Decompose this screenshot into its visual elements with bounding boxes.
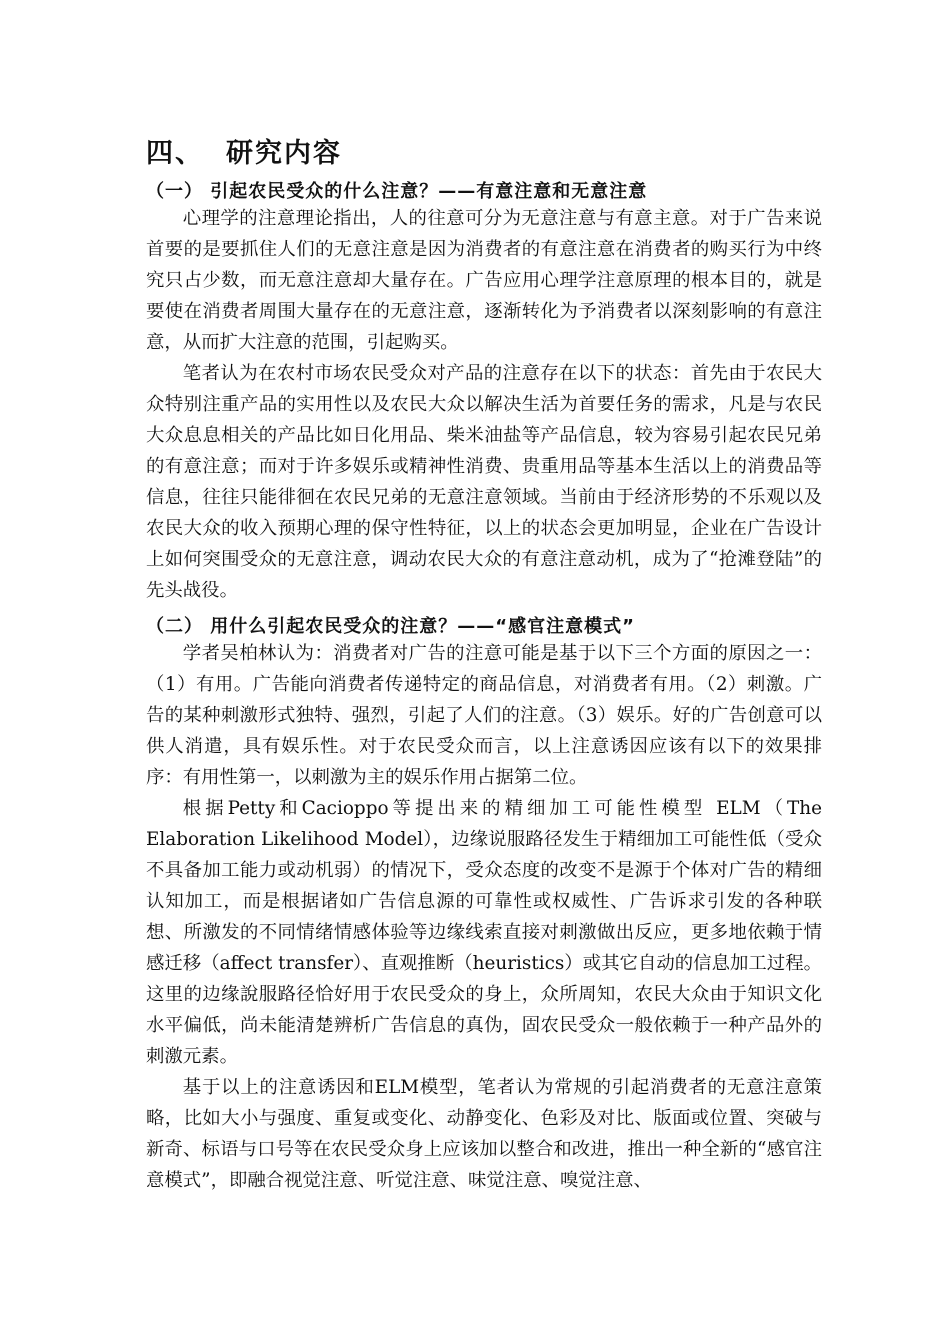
subsection-1-heading: （一） 引起农民受众的什么注意？——有意注意和无意注意 xyxy=(146,181,648,202)
paragraph: 基于以上的注意诱因和ELM模型，笔者认为常规的引起消费者的无意注意策略，比如大小与强度、重复或变化、动静变化、色彩及对比、版面或位置、突破与新奇、标语与口号等在农民受众身上应该加以整合和改进，推出一种全新的“感官注意模式”，即融合视觉注意、听觉注意、味觉注意、嗅觉注意、 xyxy=(146,1077,822,1191)
section-title: 研究内容 xyxy=(226,138,342,169)
subsection-2-heading: （二） 用什么引起农民受众的注意？——“感官注意模式” xyxy=(146,616,635,637)
subsection-2-body xyxy=(146,638,822,1196)
paragraph: 笔者认为在农村市场农民受众对产品的注意存在以下的状态：首先由于农民大众特别注重产品的实用性以及农民大众以解决生活为首要任务的需求，凡是与农民大众息息相关的产品比如日化用品、柴米油盐等产品信息，较为容易引起农民兄弟的有意注意；而对于许多娱乐或精神性消费、贵重用品等基本生活以上的消费品等信息，往往只能徘徊在农民兄弟的无意注意领域。当前由于经济形势的不乐观以及农民大众的收入预期心理的保守性特征，以上的状态会更加明显，企业在广告设计上如何突围受众的无意注意，调动农民大众的有意注意动机，成为了“抢滩登陆”的先头战役。 xyxy=(146,363,822,601)
paragraph: 根据Petty和Cacioppo等提出来的精细加工可能性模型 ELM（The Elaboration Likelihood Model），边缘说服路径发生于精细加工可能性低（受众不具备加工能力或动机弱）的情况下，受众态度的改变不是源于个体对广告的精细认知加工，而是根据诸如广告信息源的可靠性或权威性、广告诉求引发的各种联想、所激发的不同情绪情感体验等边缘线索直接对刺激做出反应，更多地依赖于情感迁移（affect transfer）、直观推断（heuristics）或其它自动的信息加工过程。这里的边缘說服路径恰好用于农民受众的身上，众所周知，农民大众由于知识文化水平偏低，尚未能清楚辨析广告信息的真伪，固农民受众一般依赖于一种产品外的刺激元素。 xyxy=(146,798,822,1067)
section-heading xyxy=(146,131,342,170)
paragraph: 心理学的注意理论指出，人的往意可分为无意注意与有意主意。对于广告来说首要的是要抓住人们的无意注意是因为消费者的有意注意在消费者的购买行为中终究只占少数，而无意注意却大量存在。广告应用心理学注意原理的根本目的，就是要使在消费者周围大量存在的无意注意，逐渐转化为予消费者以深刻影响的有意注意，从而扩大注意的范围，引起购买。 xyxy=(146,208,822,353)
section-number: 四、 xyxy=(146,138,204,169)
subsection-1-body xyxy=(146,203,822,606)
paragraph: 学者吴柏林认为：消费者对广告的注意可能是基于以下三个方面的原因之一：（1）有用。广告能向消费者传递特定的商品信息，对消费者有用。（2）刺激。广告的某种刺激形式独特、强烈，引起了人们的注意。（3）娱乐。好的广告创意可以供人消遣，具有娱乐性。对于农民受众而言，以上注意诱因应该有以下的效果排序：有用性第一，以刺激为主的娱乐作用占据第二位。 xyxy=(146,643,822,788)
